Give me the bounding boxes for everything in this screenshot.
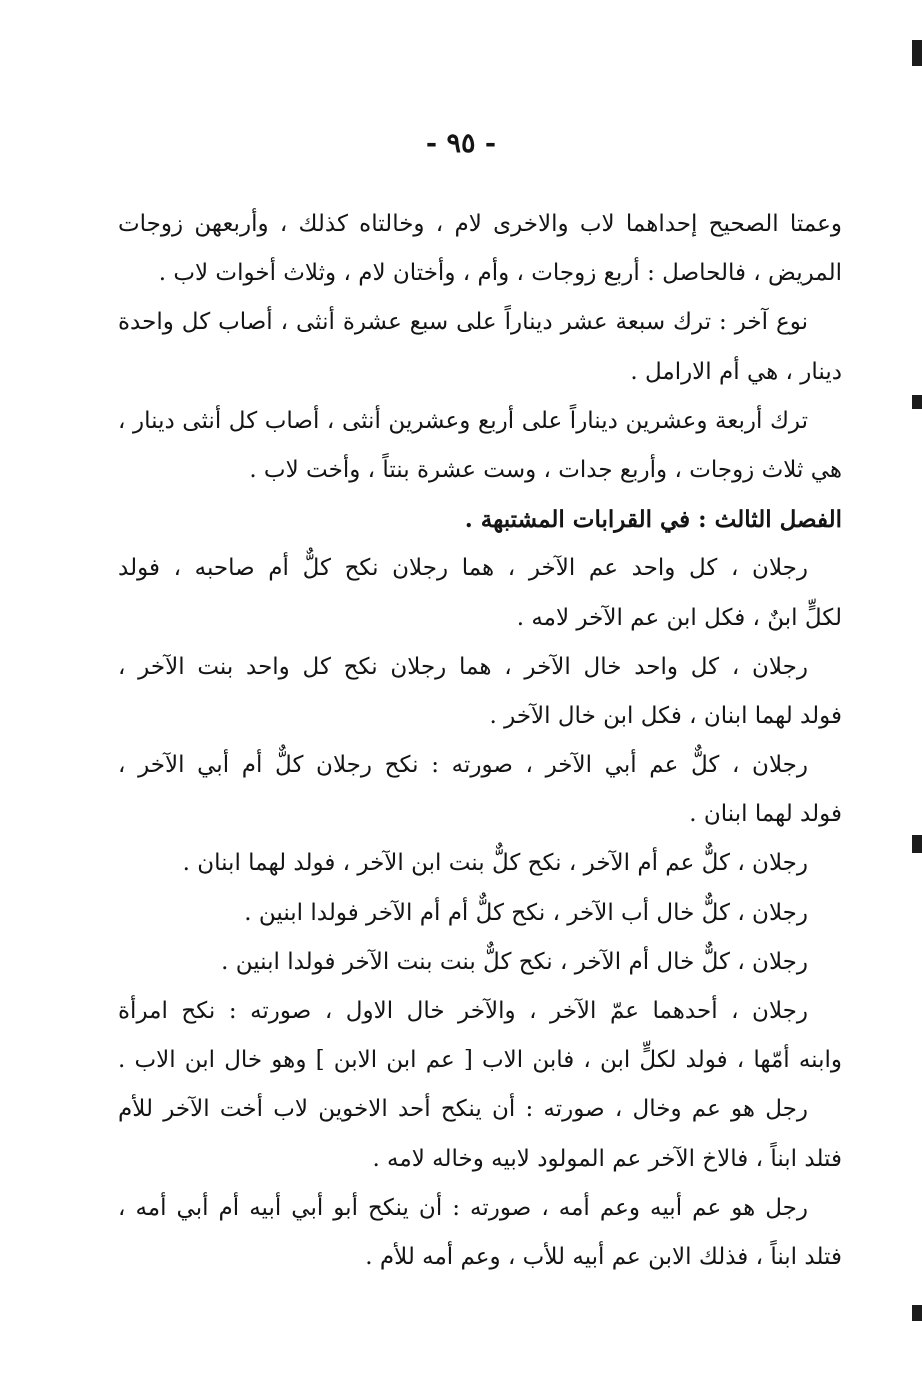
scan-edge-mark [912,835,922,853]
scan-edge-mark [912,40,922,66]
text-body [118,200,842,1282]
text-line: رجلان ، أحدهما عمّ الآخر ، والآخر خال الاول ، صورته : نكح امرأة [118,998,808,1024]
text-line: رجل هو عم وخال ، صورته : أن ينكح أحد الاخوين لاب أخت الآخر للأم [118,1096,808,1123]
text-line: فتلد ابناً ، فالاخ الآخر عم المولود لابيه وخاله لامه . [372,1145,842,1172]
text-line: رجلان ، كلٌّ خال أم الآخر ، نكح كلٌّ بنت بنت الآخر فولدا ابنين . [221,948,808,975]
scan-edge-mark [912,1305,922,1321]
text-line: رجلان ، كلٌّ خال أب الآخر ، نكح كلٌّ أم أم الآخر فولدا ابنين . [244,899,808,926]
text-line: فولد لهما ابنان . [689,801,842,828]
text-line: المريض ، فالحاصل : أربع زوجات ، وأم ، وأختان لام ، وثلاث أخوات لاب . [158,260,842,287]
text-line: وابنه أمّها ، فولد لكلٍّ ابن ، فابن الاب [ عم ابن الابن ] وهو خال ابن الاب . [118,1047,842,1074]
text-line: رجلان ، كلٌّ عم أبي الآخر ، صورته : نكح رجلان كلٌّ أم أبي الآخر ، [118,752,808,779]
text-line: رجل هو عم أبيه وعم أمه ، صورته : أن ينكح أبو أبي أبيه أم أبي أمه ، [118,1194,808,1221]
text-line: رجلان ، كل واحد خال الآخر ، هما رجلان نكح كل واحد بنت الآخر ، [118,653,808,680]
text-line: ترك أربعة وعشرين ديناراً على أربع وعشرين أنثى ، أصاب كل أنثى دينار ، [118,407,808,434]
text-line: فولد لهما ابنان ، فكل ابن خال الآخر . [489,702,842,729]
text-line: لكلٍّ ابنٌ ، فكل ابن عم الآخر لامه . [516,604,842,631]
text-line: نوع آخر : ترك سبعة عشر ديناراً على سبع عشرة أنثى ، أصاب كل واحدة [118,309,808,336]
text-line: هي ثلاث زوجات ، وأربع جدات ، وست عشرة بنتاً ، وأخت لاب . [249,456,842,483]
section-heading: الفصل الثالث : في القرابات المشتبهة . [464,506,842,534]
text-line: فتلد ابناً ، فذلك الابن عم أبيه للأب ، وعم أمه للأم . [365,1243,842,1270]
text-line: دينار ، هي أم الارامل . [630,358,842,385]
page-number: - ٩٥ - [425,128,497,159]
scan-edge-mark [912,395,922,409]
text-line: رجلان ، كل واحد عم الآخر ، هما رجلان نكح كلٌّ أم صاحبه ، فولد [118,555,808,582]
text-line: وعمتا الصحيح إحداهما لاب والاخرى لام ، وخالتاه كذلك ، وأربعهن زوجات [118,211,842,237]
text-line: رجلان ، كلٌّ عم أم الآخر ، نكح كلٌّ بنت ابن الآخر ، فولد لهما ابنان . [182,850,808,877]
